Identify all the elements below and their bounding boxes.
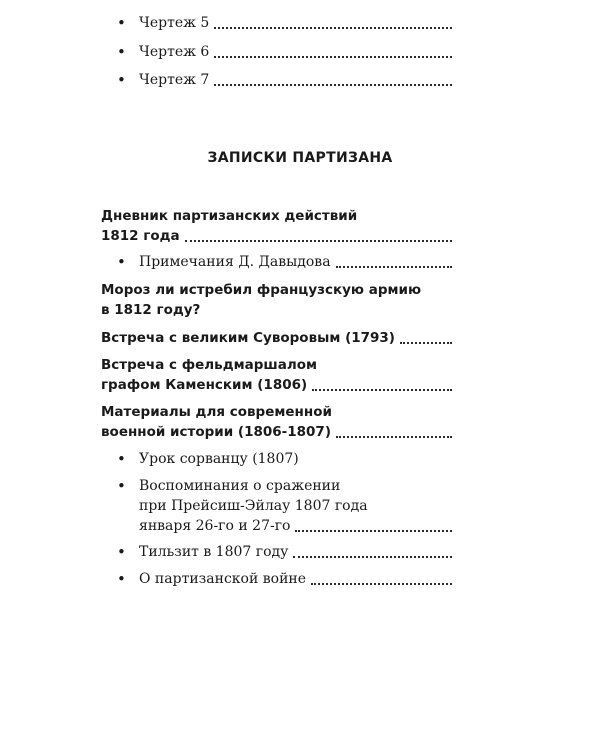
toc-entry-kamensky-line1[interactable]: Встреча с фельдмаршалом xyxy=(101,357,318,373)
leader-dots xyxy=(214,84,452,86)
toc-item-lesson[interactable]: Урок сорванцу (1807) xyxy=(139,451,299,467)
bullet-icon: • xyxy=(117,43,126,61)
toc-item-eylau-line2[interactable]: при Прейсиш-Эйлау 1807 года xyxy=(139,498,368,514)
toc-item-eylau-line1[interactable]: Воспоминания о сражении xyxy=(139,478,341,494)
bullet-icon: • xyxy=(117,14,126,32)
toc-item-label: января 26-го и 27-го xyxy=(139,518,291,534)
toc-item-partisan-war[interactable] xyxy=(139,569,452,589)
bullet-icon: • xyxy=(117,71,126,89)
bullet-icon: • xyxy=(117,450,126,468)
toc-item-eylau[interactable] xyxy=(139,516,452,536)
toc-entry-suvorov[interactable] xyxy=(101,328,452,348)
toc-entry-diary[interactable] xyxy=(101,226,452,246)
leader-dots xyxy=(185,240,452,242)
leader-dots xyxy=(336,436,452,438)
toc-entry-diary-line1[interactable]: Дневник партизанских действий xyxy=(101,208,358,224)
leader-dots xyxy=(311,583,452,585)
bullet-icon: • xyxy=(117,253,126,271)
leader-dots xyxy=(400,342,452,344)
toc-entry-kamensky[interactable] xyxy=(101,375,452,395)
leader-dots xyxy=(295,530,452,532)
toc-entry-materials-line1[interactable]: Материалы для современной xyxy=(101,404,332,420)
toc-item-drawing-5[interactable] xyxy=(139,13,452,33)
toc-item-label: Тильзит в 1807 году xyxy=(139,544,289,560)
section-title: ЗАПИСКИ ПАРТИЗАНА xyxy=(207,150,393,166)
toc-item-label: Чертеж 6 xyxy=(139,44,210,60)
leader-dots xyxy=(293,556,452,558)
toc-item-notes[interactable] xyxy=(139,252,452,272)
toc-item-label: Примечания Д. Давыдова xyxy=(139,254,331,270)
toc-item-drawing-7[interactable] xyxy=(139,70,452,90)
toc-entry-frost-line1[interactable]: Мороз ли истребил французскую армию xyxy=(101,282,422,298)
toc-item-drawing-6[interactable] xyxy=(139,42,452,62)
toc-item-label: Чертеж 7 xyxy=(139,72,210,88)
toc-entry-materials[interactable] xyxy=(101,422,452,442)
toc-entry-label: Встреча с великим Суворовым (1793) xyxy=(101,330,395,346)
leader-dots xyxy=(214,56,452,58)
bullet-icon: • xyxy=(117,570,126,588)
toc-entry-label: 1812 года xyxy=(101,228,180,244)
bullet-icon: • xyxy=(117,543,126,561)
toc-item-label: О партизанской войне xyxy=(139,571,307,587)
leader-dots xyxy=(312,389,452,391)
toc-item-tilsit[interactable] xyxy=(139,542,452,562)
toc-entry-label: военной истории (1806-1807) xyxy=(101,424,331,440)
leader-dots xyxy=(214,27,452,29)
toc-item-label: Чертеж 5 xyxy=(139,15,210,31)
leader-dots xyxy=(336,266,452,268)
toc-entry-frost-line2[interactable]: в 1812 году? xyxy=(101,302,201,318)
toc-entry-label: графом Каменским (1806) xyxy=(101,377,308,393)
bullet-icon: • xyxy=(117,477,126,495)
